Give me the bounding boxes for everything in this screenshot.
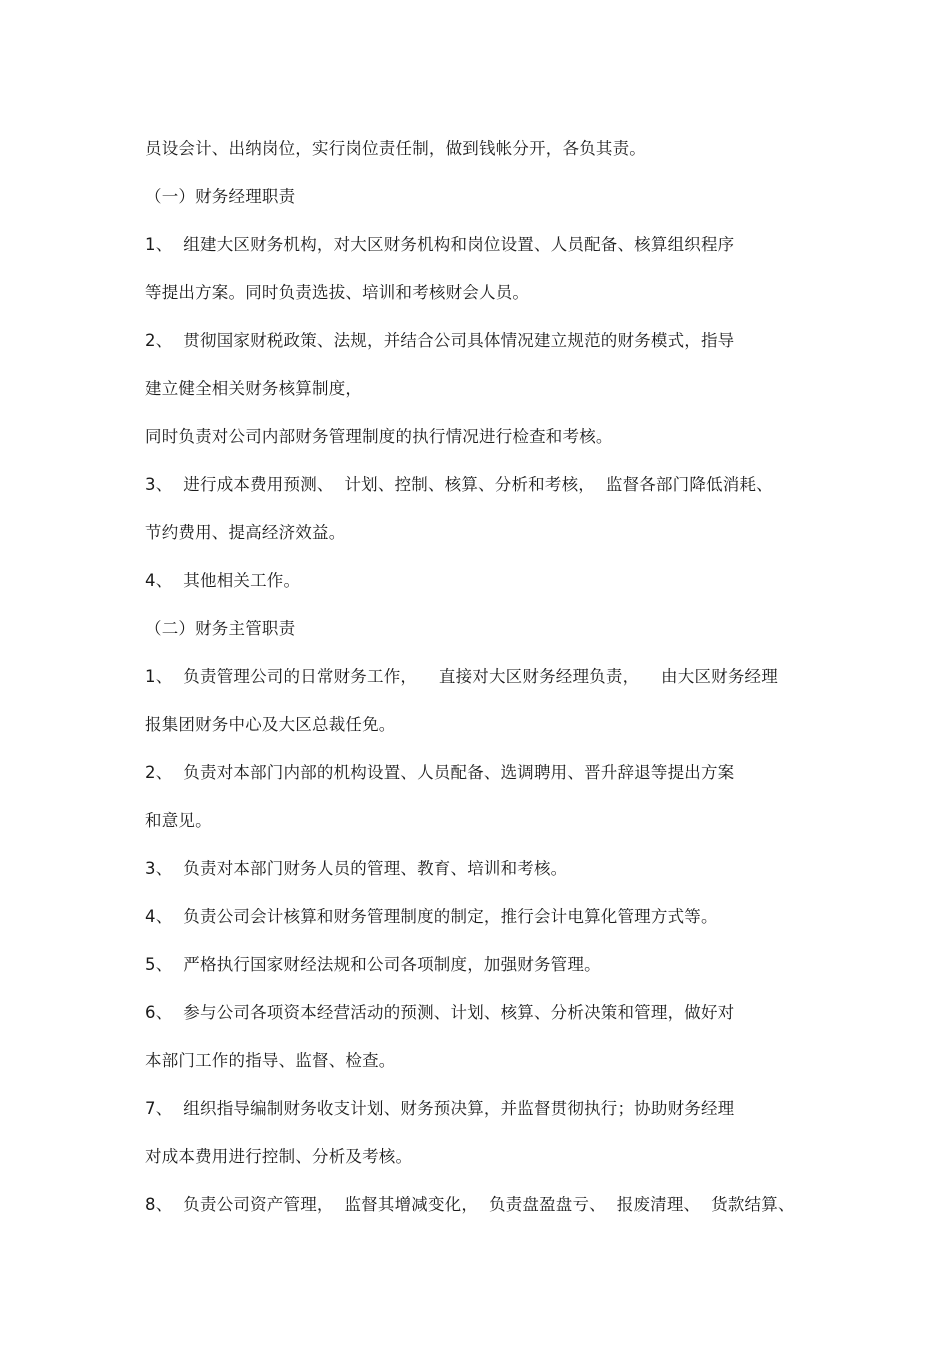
text-line-20: 本部门工作的指导、监督、检查。 <box>145 1051 396 1070</box>
text-line-14: 2、 负责对本部门内部的机构设置、人员配备、选调聘用、晋升辞退等提出方案 <box>145 763 735 782</box>
text-line-23: 8、 负责公司资产管理， 监督其增减变化， 负责盘盈盘亏、 报废清理、 货款结算、 <box>145 1195 795 1214</box>
text-line-15: 和意见。 <box>145 811 212 830</box>
text-line-13: 报集团财务中心及大区总裁任免。 <box>145 715 396 734</box>
text-line-6: 建立健全相关财务核算制度， <box>145 379 363 398</box>
text-line-18: 5、 严格执行国家财经法规和公司各项制度，加强财务管理。 <box>145 955 601 974</box>
text-line-12: 1、 负责管理公司的日常财务工作， 直接对大区财务经理负责， 由大区财务经理 <box>145 667 778 686</box>
text-line-4: 等提出方案。同时负责选拔、培训和考核财会人员。 <box>145 283 530 302</box>
text-line-16: 3、 负责对本部门财务人员的管理、教育、培训和考核。 <box>145 859 568 878</box>
text-line-22: 对成本费用进行控制、分析及考核。 <box>145 1147 413 1166</box>
text-line-5: 2、 贯彻国家财税政策、法规，并结合公司具体情况建立规范的财务模式，指导 <box>145 331 735 350</box>
text-line-8: 3、 进行成本费用预测、 计划、控制、核算、分析和考核， 监督各部门降低消耗、 <box>145 475 773 494</box>
section-heading-finance-supervisor: （二）财务主管职责 <box>145 619 296 638</box>
section-heading-finance-manager: （一）财务经理职责 <box>145 187 296 206</box>
text-line-7: 同时负责对公司内部财务管理制度的执行情况进行检查和考核。 <box>145 427 613 446</box>
text-line-10: 4、 其他相关工作。 <box>145 571 301 590</box>
text-line-19: 6、 参与公司各项资本经营活动的预测、计划、核算、分析决策和管理，做好对 <box>145 1003 735 1022</box>
text-line-3: 1、 组建大区财务机构，对大区财务机构和岗位设置、人员配备、核算组织程序 <box>145 235 735 254</box>
text-line-21: 7、 组织指导编制财务收支计划、财务预决算，并监督贯彻执行；协助财务经理 <box>145 1099 735 1118</box>
text-line-1: 员设会计、出纳岗位，实行岗位责任制，做到钱帐分开，各负其责。 <box>145 139 646 158</box>
text-line-17: 4、 负责公司会计核算和财务管理制度的制定，推行会计电算化管理方式等。 <box>145 907 718 926</box>
text-line-9: 节约费用、提高经济效益。 <box>145 523 346 542</box>
